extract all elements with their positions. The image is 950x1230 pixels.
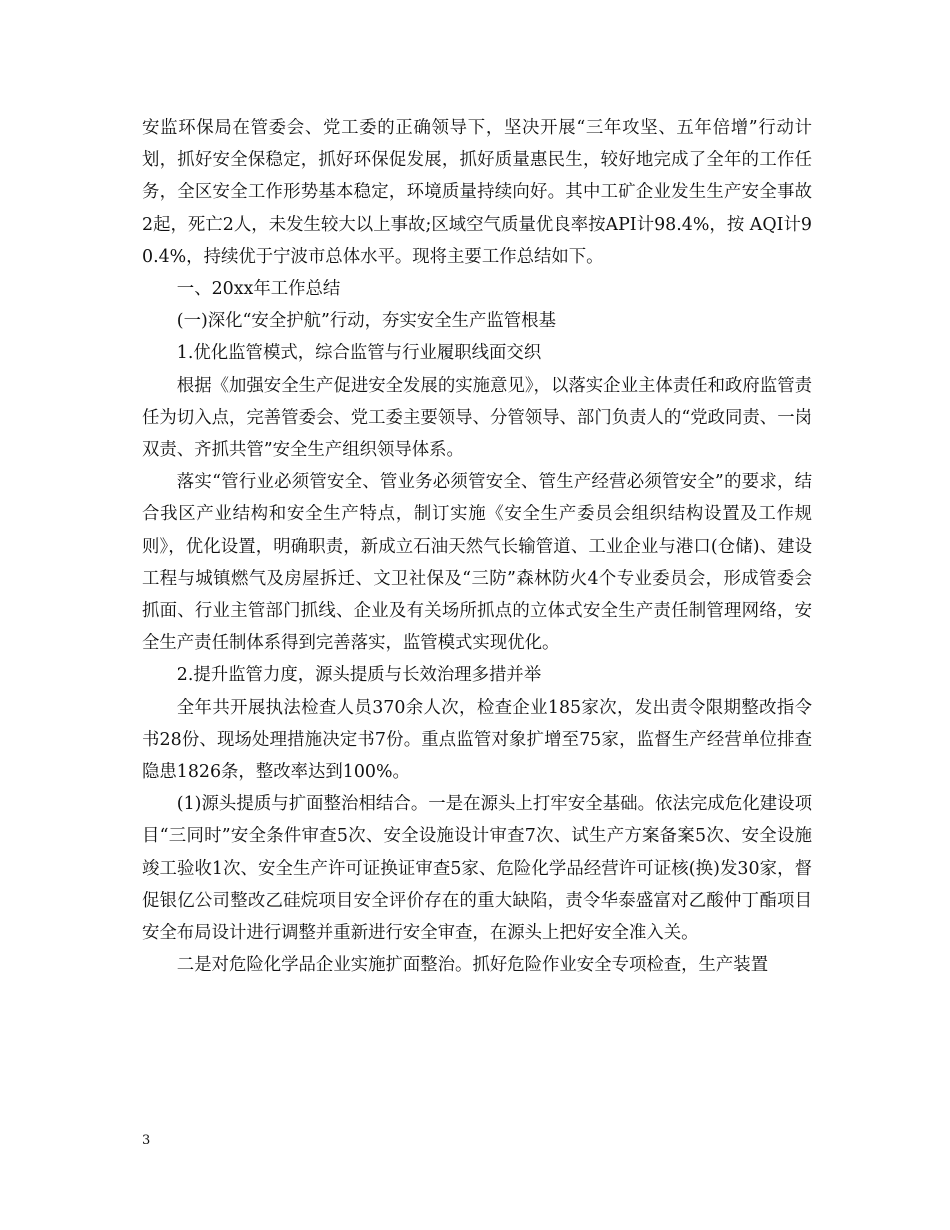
- heading-section-1: 一、20xx年工作总结: [176, 279, 341, 300]
- paragraph-implementation: 根据《加强安全生产促进安全发展的实施意见》，以落实企业主体责任和政府监管责任为切入点，完善管委会、党工委主要领导、分管领导、部门负责人的“党政同责、一岗双责、齐抓共管”安全生产组织领导体系。: [142, 375, 812, 461]
- paragraph-responsibility: 落实“管行业必须管安全、管业务必须管安全、管生产经营必须管安全”的要求，结合我区产业结构和安全生产特点，制订实施《安全生产委员会组织结构设置及工作规则》，优化设置，明确职责，新成立石油天然气长输管道、工业企业与港口(仓储)、建设工程与城镇燃气及房屋拆迁、文卫社保及“三防”森林防火4个专业委员会，形成管委会抓面、行业主管部门抓线、企业及有关场所抓点的立体式安全生产责任制管理网络，安全生产责任制体系得到完善落实，监管模式实现优化。: [142, 472, 812, 654]
- heading-item-2: 2.提升监管力度，源头提质与长效治理多措并举: [176, 665, 542, 686]
- paragraph-inspection-stats: 全年共开展执法检查人员370余人次，检查企业185家次，发出责令限期整改指令书28份、现场处理措施决定书7份。重点监管对象扩增至75家，监督生产经营单位排查隐患1826条，整改率达到100%。: [142, 697, 812, 783]
- page-number: 3: [142, 1133, 151, 1148]
- paragraph-source-quality: (1)源头提质与扩面整治相结合。一是在源头上打牢安全基础。依法完成危化建设项目“三同时”安全条件审查5次、安全设施设计审查7次、试生产方案备案5次、安全设施竣工验收1次、安全生产许可证换证审查5家、危险化学品经营许可证核(换)发30家，督促银亿公司整改乙硅烷项目安全评价存在的重大缺陷，责令华泰盛富对乙酸仲丁酯项目安全布局设计进行调整并重新进行安全审查，在源头上把好安全准入关。: [142, 794, 812, 944]
- heading-item-1: 1.优化监管模式，综合监管与行业履职线面交织: [176, 343, 542, 364]
- heading-subsection-1: (一)深化“安全护航”行动，夯实安全生产监管根基: [176, 311, 556, 332]
- document-body: [142, 112, 812, 981]
- paragraph-intro: 安监环保局在管委会、党工委的正确领导下，坚决开展“三年攻坚、五年倍增”行动计划，抓好安全保稳定，抓好环保促发展，抓好质量惠民生，较好地完成了全年的工作任务，全区安全工作形势基本稳定，环境质量持续向好。其中工矿企业发生生产安全事故2起，死亡2人，未发生较大以上事故;区域空气质量优良率按API计98.4%，按 AQI计90.4%，持续优于宁波市总体水平。现将主要工作总结如下。: [142, 118, 812, 267]
- paragraph-hazardous-chemicals: 二是对危险化学品企业实施扩面整治。抓好危险作业安全专项检查，生产装置: [176, 955, 769, 976]
